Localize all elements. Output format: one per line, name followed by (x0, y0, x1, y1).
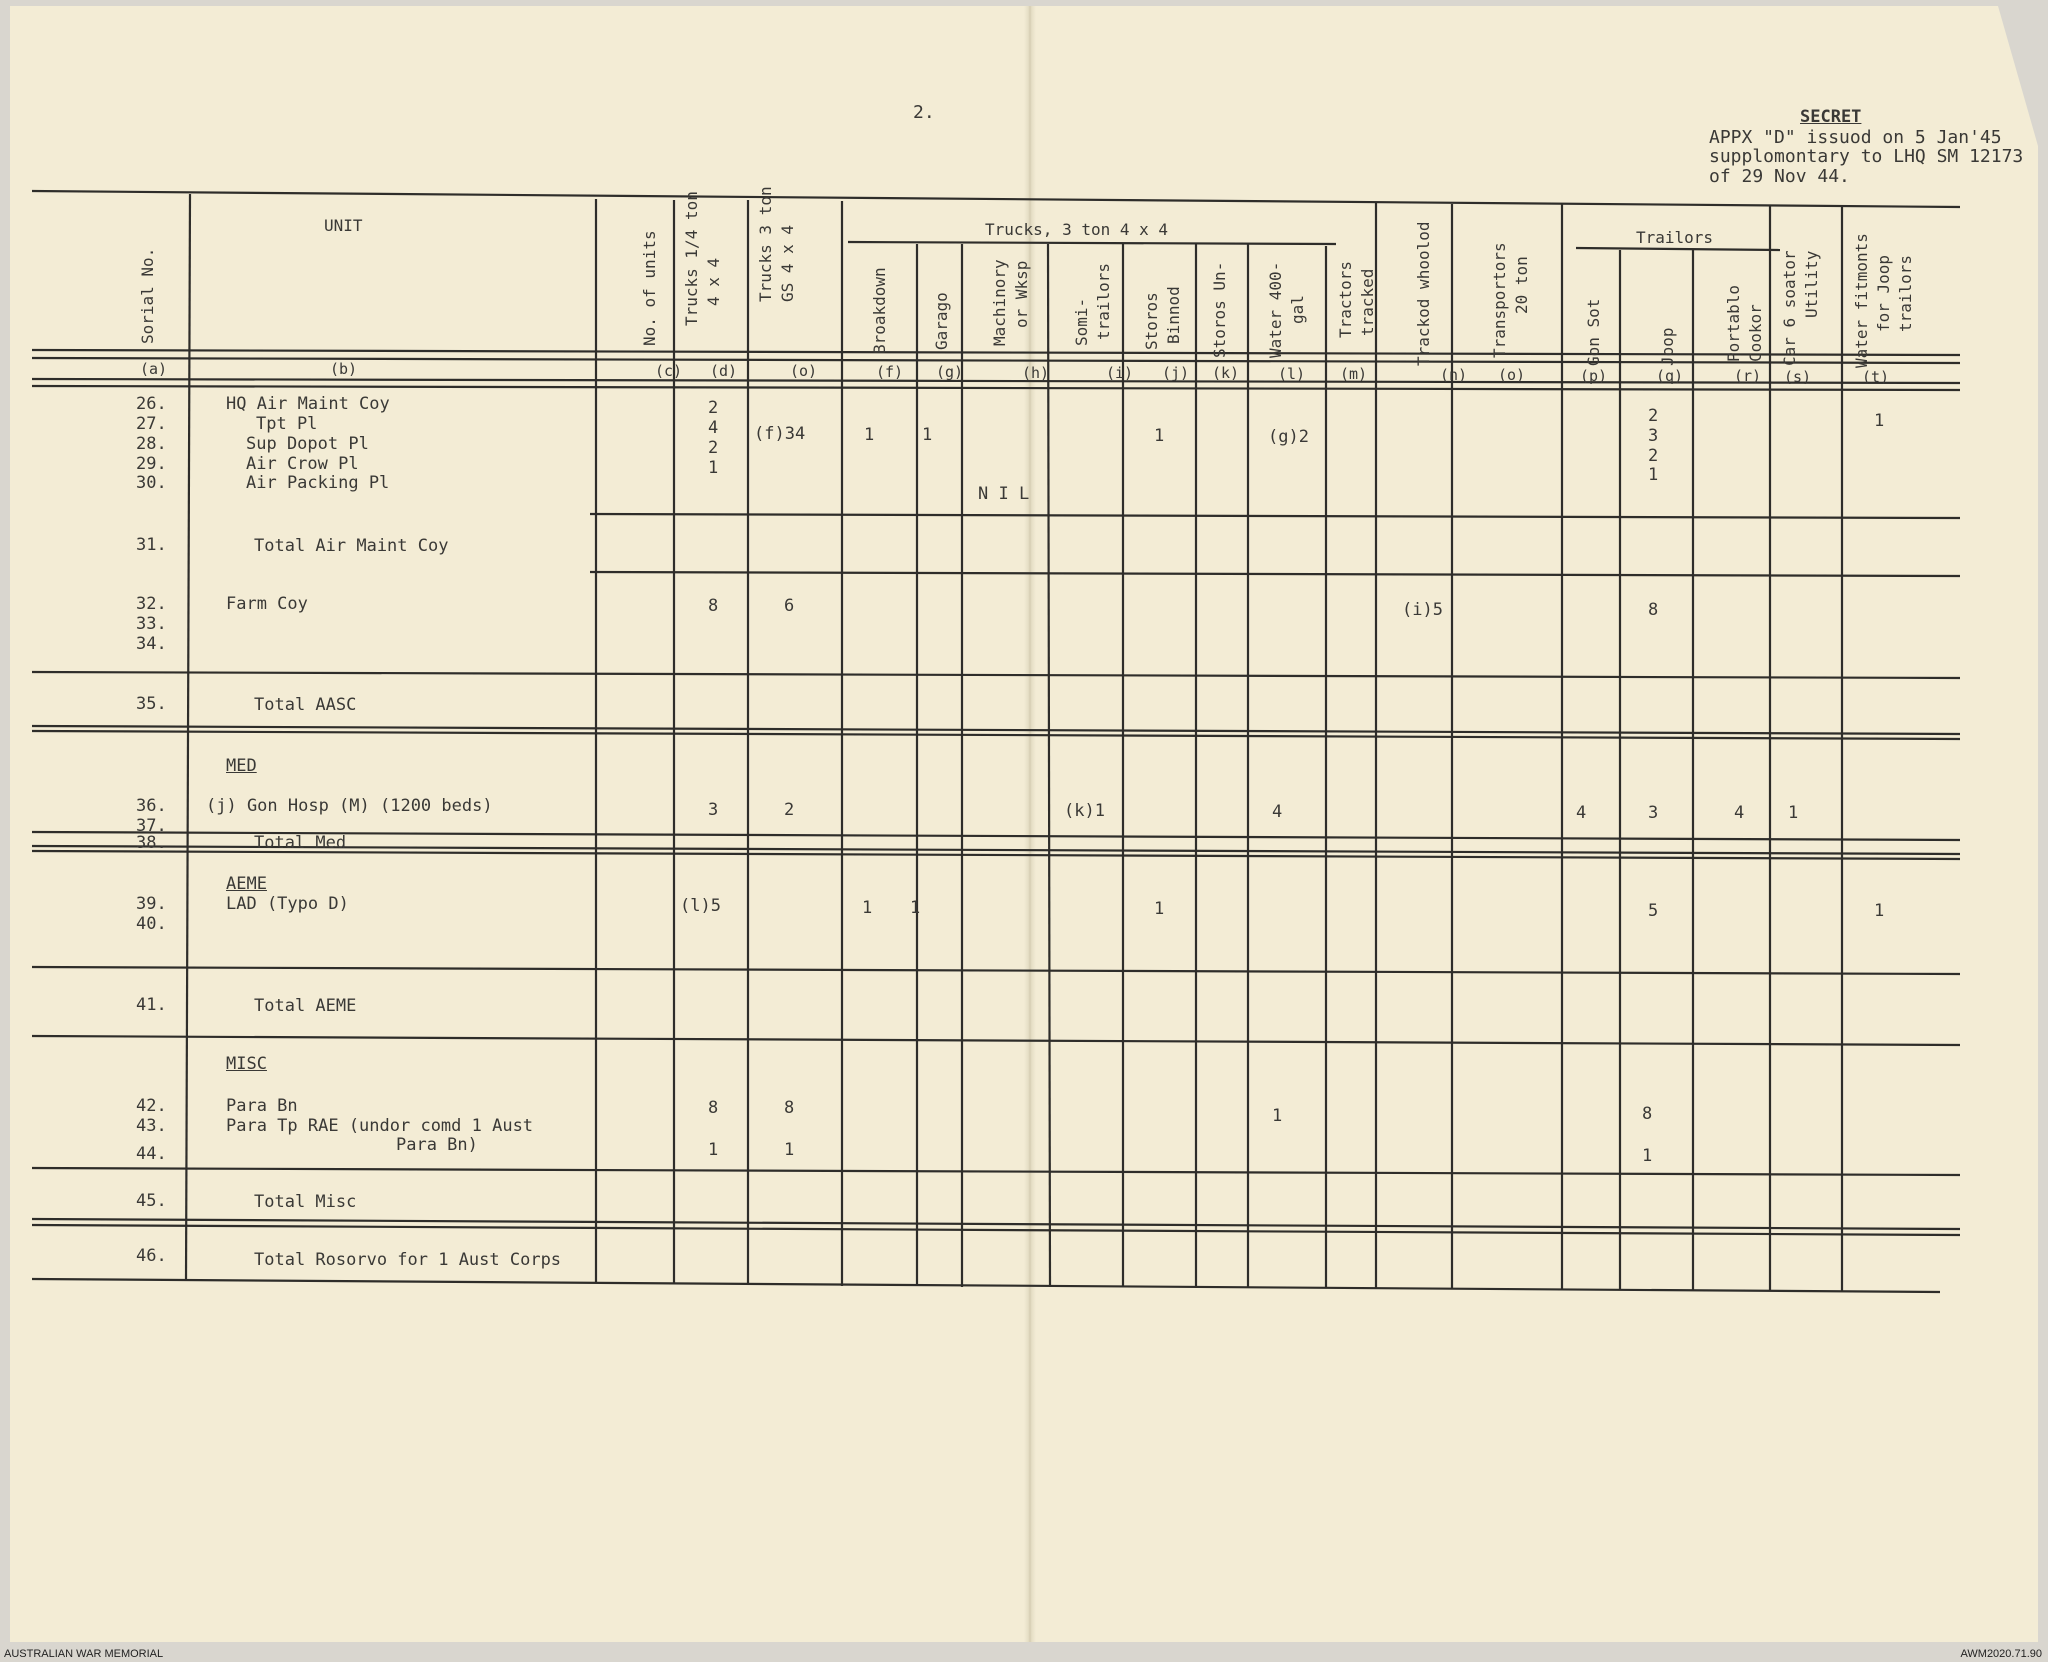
header-trucks-group: Trucks, 3 ton 4 x 4 (985, 220, 1169, 239)
col-letter: (g) (936, 363, 964, 381)
header-stores-unbinned: Storos Un- (1210, 261, 1229, 358)
col-letter: (a) (140, 360, 168, 378)
serial-number: 44. (136, 1144, 167, 1164)
serial-number: 39. (136, 894, 167, 914)
unit-name: Farm Coy (226, 594, 308, 614)
cell-value: 8 (784, 1098, 795, 1118)
cell-value: 1 (1874, 901, 1885, 921)
header-water-fitments-sub2: trailors (1896, 254, 1915, 332)
col-letter: (m) (1340, 365, 1368, 383)
appx-line: APPX "D" issuod on 5 Jan'45 (1709, 127, 2002, 148)
cell-value: 2 (1648, 406, 1659, 426)
unit-name-continued: Para Bn) (396, 1135, 478, 1155)
unit-name: Sup Dopot Pl (246, 434, 369, 454)
cell-value: 4 (1272, 802, 1283, 822)
date-line: of 29 Nov 44. (1709, 166, 1850, 187)
page-number: 2. (913, 102, 935, 123)
cell-value: (g)2 (1268, 427, 1309, 447)
header-stores-binned-sub: Binnod (1164, 286, 1183, 344)
supplementary-line: supplomontary to LHQ SM 12173 (1709, 146, 2024, 167)
header-cooker: Portablo (1724, 284, 1743, 362)
serial-number: 41. (136, 995, 167, 1015)
unit-name: Total Rosorvo for 1 Aust Corps (254, 1250, 562, 1270)
cell-value: 1 (1154, 899, 1165, 919)
header-tractors-sub: tracked (1358, 268, 1377, 336)
cell-value: (k)1 (1064, 801, 1105, 821)
header-garage: Garago (932, 292, 951, 350)
header-gen-set: Gon Sot (1584, 298, 1603, 366)
header-machinery: Machinory (990, 259, 1009, 346)
col-letter: (k) (1212, 364, 1240, 382)
col-letter: (o) (790, 362, 818, 380)
col-letter: (t) (1862, 368, 1890, 386)
cell-value: 1 (708, 458, 719, 478)
serial-number: 33. (136, 614, 167, 634)
unit-name: Air Packing Pl (246, 473, 390, 493)
cell-value: (l)5 (680, 896, 721, 916)
cell-value: 8 (708, 1098, 719, 1118)
cell-value: 6 (784, 596, 795, 616)
header-transporters: Transportors (1490, 242, 1509, 358)
unit-name: Air Crow Pl (246, 454, 359, 474)
col-letter: (h) (1022, 364, 1050, 382)
header-trailers-group: Trailors (1636, 228, 1714, 247)
header-unit: UNIT (324, 216, 363, 235)
header-tractors: Tractors (1336, 260, 1355, 338)
header-no-units: No. of units (640, 230, 659, 346)
unit-name: (j) Gon Hosp (M) (1200 beds) (206, 796, 493, 816)
header-breakdown: Broakdown (870, 267, 889, 354)
header-trucks-quarter: Trucks 1/4 ton (682, 191, 701, 326)
cell-value: 3 (1648, 803, 1659, 823)
cell-value: 1 (910, 898, 921, 918)
col-letter: (l) (1278, 365, 1306, 383)
header-stores-binned: Storos (1142, 292, 1161, 350)
col-letter: (r) (1734, 367, 1762, 385)
serial-number: 31. (136, 535, 167, 555)
cell-value: 3 (1648, 426, 1659, 446)
cell-value: 1 (1642, 1146, 1653, 1166)
serial-number: 43. (136, 1116, 167, 1136)
cell-value: 8 (708, 596, 719, 616)
header-car: Car 6 soator (1780, 250, 1799, 366)
serial-number: 26. (136, 394, 167, 414)
unit-name: Total AEME (254, 996, 357, 1016)
archive-reference: AWM2020.71.90 (1960, 1648, 2042, 1660)
cell-value: 2 (1648, 446, 1659, 466)
header-water: Water 400- (1266, 261, 1285, 358)
cell-value: 4 (1734, 803, 1745, 823)
header-cooker-sub: Cookor (1746, 304, 1765, 362)
nil-marker: N I L (978, 484, 1030, 504)
cell-value: 1 (1154, 426, 1165, 446)
section-heading: MISC (226, 1054, 267, 1074)
header-trucks-quarter-sub: 4 x 4 (704, 257, 723, 306)
serial-number: 36. (136, 796, 167, 816)
col-letter: (n) (1440, 366, 1468, 384)
cell-value: 8 (1642, 1104, 1653, 1124)
secret-heading: SECRET (1800, 107, 1862, 127)
header-tracked-wheeled: Trackod whoolod (1414, 221, 1433, 366)
unit-name: LAD (Typo D) (226, 894, 349, 914)
cell-value: 1 (864, 425, 875, 445)
unit-name: Total Med (254, 833, 347, 853)
cell-value: 2 (708, 438, 719, 458)
unit-name: Para Bn (226, 1096, 298, 1116)
unit-name: Total Air Maint Coy (254, 536, 449, 556)
serial-number: 46. (136, 1246, 167, 1266)
header-trucks-3ton: Trucks 3 ton (756, 186, 775, 302)
unit-name: Total AASC (254, 695, 357, 715)
serial-number: 29. (136, 454, 167, 474)
serial-number: 32. (136, 594, 167, 614)
serial-number: 28. (136, 434, 167, 454)
col-letter: (b) (330, 360, 358, 378)
cell-value: 1 (1874, 411, 1885, 431)
cell-value: 4 (1576, 803, 1587, 823)
unit-name: Total Misc (254, 1192, 357, 1212)
unit-name: HQ Air Maint Coy (226, 394, 390, 414)
unit-name: Tpt Pl (256, 414, 318, 434)
col-letter: (j) (1162, 364, 1190, 382)
cell-value: 2 (708, 398, 719, 418)
serial-number: 34. (136, 634, 167, 654)
col-letter: (f) (876, 363, 904, 381)
serial-number: 35. (136, 694, 167, 714)
cell-value: (i)5 (1402, 600, 1443, 620)
serial-number: 38. (136, 833, 167, 853)
header-jeep: Joop (1658, 327, 1677, 366)
serial-number: 40. (136, 914, 167, 934)
header-car-sub: Utility (1802, 250, 1821, 318)
cell-value: 2 (784, 800, 795, 820)
col-letter: (d) (710, 362, 738, 380)
header-water-sub: gal (1288, 295, 1307, 324)
header-serial: Sorial No. (138, 247, 157, 344)
header-semi: Somi- (1072, 297, 1091, 346)
header-water-fitments-sub: for Joop (1874, 254, 1893, 332)
cell-value: 5 (1648, 901, 1659, 921)
header-transporters-sub: 20 ton (1512, 256, 1531, 314)
cell-value: 1 (784, 1140, 795, 1160)
serial-number: 27. (136, 414, 167, 434)
cell-value: 1 (922, 425, 933, 445)
header-water-fitments: Water fitmonts (1852, 233, 1871, 368)
header-machinery-sub: or Wksp (1012, 260, 1031, 328)
cell-value: 4 (708, 418, 719, 438)
cell-value: 3 (708, 800, 719, 820)
cell-value: 1 (1788, 803, 1799, 823)
cell-value: 8 (1648, 600, 1659, 620)
serial-number: 45. (136, 1191, 167, 1211)
serial-number: 42. (136, 1096, 167, 1116)
serial-number: 37. (136, 816, 167, 836)
unit-name: Para Tp RAE (undor comd 1 Aust (226, 1116, 534, 1136)
col-letter: (c) (655, 362, 683, 380)
col-letter: (p) (1580, 367, 1608, 385)
document-sheet (10, 6, 2038, 1642)
cell-value: 1 (1272, 1106, 1283, 1126)
col-letter: (s) (1784, 368, 1812, 386)
table-grid (10, 6, 2038, 1642)
section-heading: MED (226, 756, 257, 776)
section-heading: AEME (226, 874, 267, 894)
header-trucks-3ton-sub: GS 4 x 4 (778, 224, 797, 302)
cell-value: 1 (1648, 465, 1659, 485)
cell-value: 1 (708, 1140, 719, 1160)
header-semi-sub: trailors (1094, 262, 1113, 340)
serial-number: 30. (136, 473, 167, 493)
cell-value: 1 (862, 898, 873, 918)
cell-value: (f)34 (754, 424, 806, 444)
col-letter: (o) (1498, 366, 1526, 384)
archive-label: AUSTRALIAN WAR MEMORIAL (4, 1648, 164, 1660)
col-letter: (i) (1106, 364, 1134, 382)
col-letter: (q) (1656, 367, 1684, 385)
